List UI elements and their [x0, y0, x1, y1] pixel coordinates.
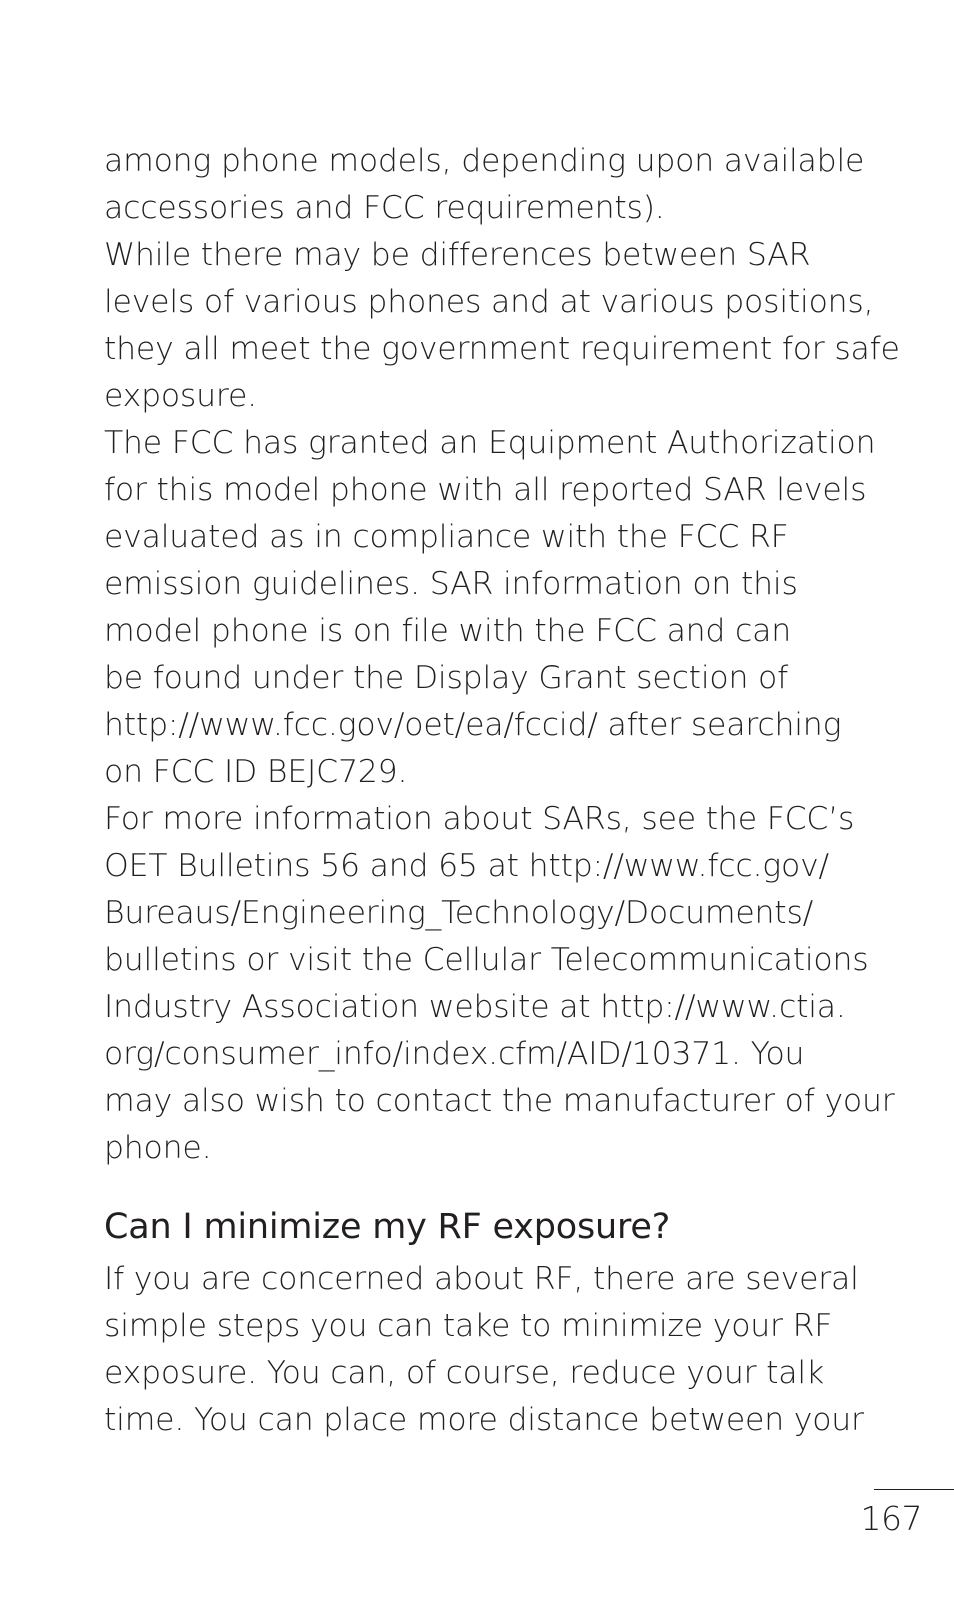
text-line: among phone models, depending upon available [104, 143, 865, 179]
text-line: Bureaus/Engineering_Technology/Documents/ [104, 895, 814, 931]
text-line: time. You can place more distance between your [104, 1402, 864, 1438]
text-line: phone. [104, 1130, 212, 1166]
text-line: levels of various phones and at various positions, [104, 284, 874, 320]
section-heading: Can I minimize my RF exposure? [104, 1207, 671, 1247]
text-line: http://www.fcc.gov/oet/ea/fccid/ after searching [104, 707, 842, 743]
footer-divider [874, 1489, 954, 1490]
page-number: 167 [860, 1499, 922, 1538]
page-body [104, 138, 900, 1444]
text-line: If you are concerned about RF, there are several [104, 1261, 859, 1297]
text-line: on FCC ID BEJC729. [104, 754, 408, 790]
paragraph-sar-differences [104, 232, 900, 420]
text-line: be found under the Display Grant section of [104, 660, 789, 696]
text-line: bulletins or visit the Cellular Telecommunications [104, 942, 869, 978]
text-line: org/consumer_info/index.cfm/AID/10371. You [104, 1036, 805, 1072]
text-line: For more information about SARs, see the FCC’s [104, 801, 855, 837]
text-line: evaluated as in compliance with the FCC RF [104, 519, 789, 555]
text-line: While there may be differences between SAR [104, 237, 811, 273]
paragraph-more-information [104, 796, 895, 1172]
text-line: accessories and FCC requirements). [104, 190, 665, 226]
text-line: emission guidelines. SAR information on this [104, 566, 798, 602]
text-line: model phone is on file with the FCC and can [104, 613, 792, 649]
text-line: Industry Association website at http://www.ctia. [104, 989, 846, 1025]
text-line: may also wish to contact the manufacturer of your [104, 1083, 895, 1119]
text-line: simple steps you can take to minimize your RF [104, 1308, 833, 1344]
paragraph-sar-variation-intro [104, 138, 884, 232]
paragraph-minimize-exposure [104, 1256, 884, 1444]
paragraph-fcc-authorization [104, 420, 884, 796]
text-line: The FCC has granted an Equipment Authorization [104, 425, 876, 461]
text-line: they all meet the government requirement for safe [104, 331, 900, 367]
text-line: OET Bulletins 56 and 65 at http://www.fcc.gov/ [104, 848, 829, 884]
text-line: exposure. [104, 378, 257, 414]
text-line: for this model phone with all reported SAR levels [104, 472, 867, 508]
text-line: exposure. You can, of course, reduce your talk [104, 1355, 824, 1391]
